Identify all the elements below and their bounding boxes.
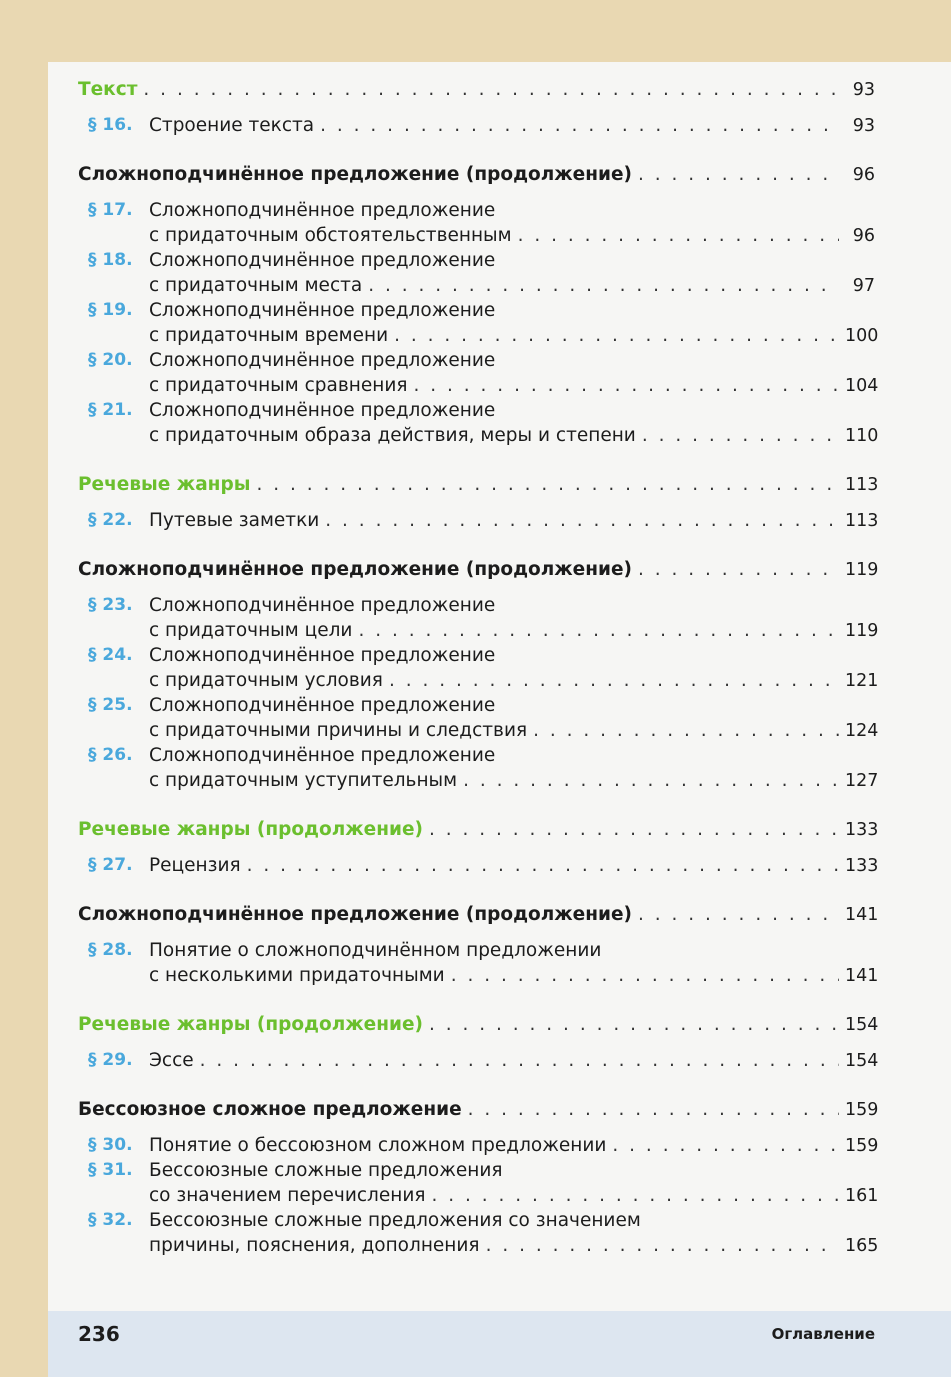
toc-heading[interactable] xyxy=(78,76,875,104)
toc-page-number: 93 xyxy=(852,80,875,100)
dot-leader xyxy=(256,471,839,499)
section-title-line: Бессоюзные сложные предложения со значением xyxy=(149,1210,641,1231)
section-number: § 20. xyxy=(88,350,133,370)
dot-leader xyxy=(612,1133,839,1158)
toc-section[interactable] xyxy=(78,398,879,448)
dot-leader xyxy=(468,1096,839,1124)
dot-leader xyxy=(320,113,839,138)
toc-page-number: 133 xyxy=(845,856,879,876)
toc-page-number: 154 xyxy=(845,1051,879,1071)
toc-section[interactable] xyxy=(78,298,879,348)
section-number: § 30. xyxy=(88,1135,133,1155)
section-title-line: Сложноподчинённое предложение xyxy=(149,400,496,421)
section-title-line: с придаточным времени xyxy=(149,325,389,346)
toc-heading-title: Бессоюзное сложное предложение xyxy=(78,1099,462,1120)
page-number: 236 xyxy=(78,1322,120,1346)
dot-leader xyxy=(451,963,839,988)
toc-section[interactable] xyxy=(78,1133,879,1158)
dot-leader xyxy=(642,423,839,448)
toc-section[interactable] xyxy=(78,1048,879,1073)
section-number: § 31. xyxy=(88,1160,133,1180)
dot-leader xyxy=(638,161,839,189)
section-number: § 25. xyxy=(88,695,133,715)
section-title-line: Сложноподчинённое предложение xyxy=(149,250,496,271)
section-number: § 27. xyxy=(88,855,133,875)
dot-leader xyxy=(389,668,839,693)
toc-page-number: 119 xyxy=(845,560,879,580)
section-number: § 28. xyxy=(88,940,133,960)
toc-page-number: 141 xyxy=(845,966,879,986)
section-title-line: Строение текста xyxy=(149,115,315,136)
toc-section[interactable] xyxy=(78,593,879,643)
section-title-line: со значением перечисления xyxy=(149,1185,426,1206)
section-title-line: с несколькими придаточными xyxy=(149,965,445,986)
section-title-line: с придаточным цели xyxy=(149,620,353,641)
dot-leader xyxy=(200,1048,839,1073)
toc-page-number: 110 xyxy=(845,426,879,446)
dot-leader xyxy=(463,768,839,793)
toc-section[interactable] xyxy=(78,643,879,693)
section-number: § 26. xyxy=(88,745,133,765)
toc-page-number: 124 xyxy=(845,721,879,741)
toc-heading-title: Текст xyxy=(78,79,138,100)
toc-section[interactable] xyxy=(78,198,875,248)
toc-heading-title: Сложноподчинённое предложение (продолжение) xyxy=(78,164,632,185)
toc-section[interactable] xyxy=(78,1158,879,1208)
toc-page-number: 161 xyxy=(845,1186,879,1206)
toc-heading[interactable] xyxy=(78,556,879,584)
dot-leader xyxy=(414,373,840,398)
section-number: § 17. xyxy=(88,200,133,220)
dot-leader xyxy=(325,508,839,533)
section-title-line: причины, пояснения, дополнения xyxy=(149,1235,480,1256)
running-title: Оглавление xyxy=(771,1325,875,1343)
toc-section[interactable] xyxy=(78,113,875,138)
toc-page-number: 113 xyxy=(845,511,879,531)
section-number: § 16. xyxy=(88,115,133,135)
toc-heading[interactable] xyxy=(78,1096,879,1124)
section-title-line: Бессоюзные сложные предложения xyxy=(149,1160,503,1181)
footer-band xyxy=(48,1311,951,1377)
dot-leader xyxy=(638,556,839,584)
dot-leader xyxy=(518,223,839,248)
toc-page-number: 100 xyxy=(845,326,879,346)
section-title-line: с придаточным уступительным xyxy=(149,770,458,791)
toc-heading[interactable] xyxy=(78,816,879,844)
section-title-line: Рецензия xyxy=(149,855,241,876)
toc-page-number: 93 xyxy=(852,116,875,136)
section-title-line: с придаточным места xyxy=(149,275,363,296)
section-title-line: Сложноподчинённое предложение xyxy=(149,595,496,616)
toc-section[interactable] xyxy=(78,693,879,743)
toc-heading[interactable] xyxy=(78,901,879,929)
toc-page-number: 159 xyxy=(845,1136,879,1156)
dot-leader xyxy=(247,853,839,878)
toc-section[interactable] xyxy=(78,1208,879,1258)
section-number: § 21. xyxy=(88,400,133,420)
dot-leader xyxy=(394,323,839,348)
toc-heading-title: Речевые жанры xyxy=(78,474,251,495)
toc-section[interactable] xyxy=(78,508,879,533)
dot-leader xyxy=(143,76,839,104)
toc-heading[interactable] xyxy=(78,471,879,499)
dot-leader xyxy=(486,1233,839,1258)
toc-heading[interactable] xyxy=(78,1011,879,1039)
section-title-line: Сложноподчинённое предложение xyxy=(149,745,496,766)
section-title-line: Путевые заметки xyxy=(149,510,320,531)
section-number: § 22. xyxy=(88,510,133,530)
toc-heading-title: Речевые жанры (продолжение) xyxy=(78,1014,423,1035)
toc-section[interactable] xyxy=(78,853,879,878)
dot-leader xyxy=(638,901,839,929)
table-of-contents xyxy=(78,76,879,1258)
toc-section[interactable] xyxy=(78,743,879,793)
dot-leader xyxy=(533,718,839,743)
section-title-line: с придаточными причины и следствия xyxy=(149,720,528,741)
dot-leader xyxy=(431,1183,839,1208)
section-title-line: Сложноподчинённое предложение xyxy=(149,350,496,371)
toc-page-number: 154 xyxy=(845,1015,879,1035)
section-title-line: Сложноподчинённое предложение xyxy=(149,645,496,666)
section-title-line: с придаточным обстоятельственным xyxy=(149,225,512,246)
section-title-line: Понятие о сложноподчинённом предложении xyxy=(149,940,602,961)
section-number: § 29. xyxy=(88,1050,133,1070)
toc-section[interactable] xyxy=(78,938,879,988)
section-title-line: Понятие о бессоюзном сложном предложении xyxy=(149,1135,607,1156)
toc-page-number: 113 xyxy=(845,475,879,495)
toc-heading-title: Речевые жанры (продолжение) xyxy=(78,819,423,840)
section-title-line: Эссе xyxy=(149,1050,194,1071)
dot-leader xyxy=(429,816,839,844)
toc-page-number: 119 xyxy=(845,621,879,641)
toc-page-number: 104 xyxy=(845,376,879,396)
toc-page-number: 133 xyxy=(845,820,879,840)
dot-leader xyxy=(358,618,839,643)
section-title-line: с придаточным условия xyxy=(149,670,383,691)
toc-section[interactable] xyxy=(78,348,879,398)
toc-section[interactable] xyxy=(78,248,875,298)
toc-page-number: 165 xyxy=(845,1236,879,1256)
section-title-line: Сложноподчинённое предложение xyxy=(149,695,496,716)
dot-leader xyxy=(368,273,839,298)
toc-page-number: 96 xyxy=(852,226,875,246)
section-number: § 32. xyxy=(88,1210,133,1230)
section-title-line: Сложноподчинённое предложение xyxy=(149,300,496,321)
section-number: § 19. xyxy=(88,300,133,320)
dot-leader xyxy=(429,1011,839,1039)
section-title-line: с придаточным образа действия, меры и степени xyxy=(149,425,636,446)
toc-heading-title: Сложноподчинённое предложение (продолжение) xyxy=(78,904,632,925)
section-number: § 18. xyxy=(88,250,133,270)
section-number: § 24. xyxy=(88,645,133,665)
section-number: § 23. xyxy=(88,595,133,615)
toc-page-number: 159 xyxy=(845,1100,879,1120)
toc-page-number: 127 xyxy=(845,771,879,791)
section-title-line: Сложноподчинённое предложение xyxy=(149,200,496,221)
toc-heading[interactable] xyxy=(78,161,875,189)
toc-page-number: 97 xyxy=(852,276,875,296)
toc-page-number: 141 xyxy=(845,905,879,925)
toc-heading-title: Сложноподчинённое предложение (продолжение) xyxy=(78,559,632,580)
toc-page-number: 96 xyxy=(852,165,875,185)
section-title-line: с придаточным сравнения xyxy=(149,375,408,396)
toc-page-number: 121 xyxy=(845,671,879,691)
